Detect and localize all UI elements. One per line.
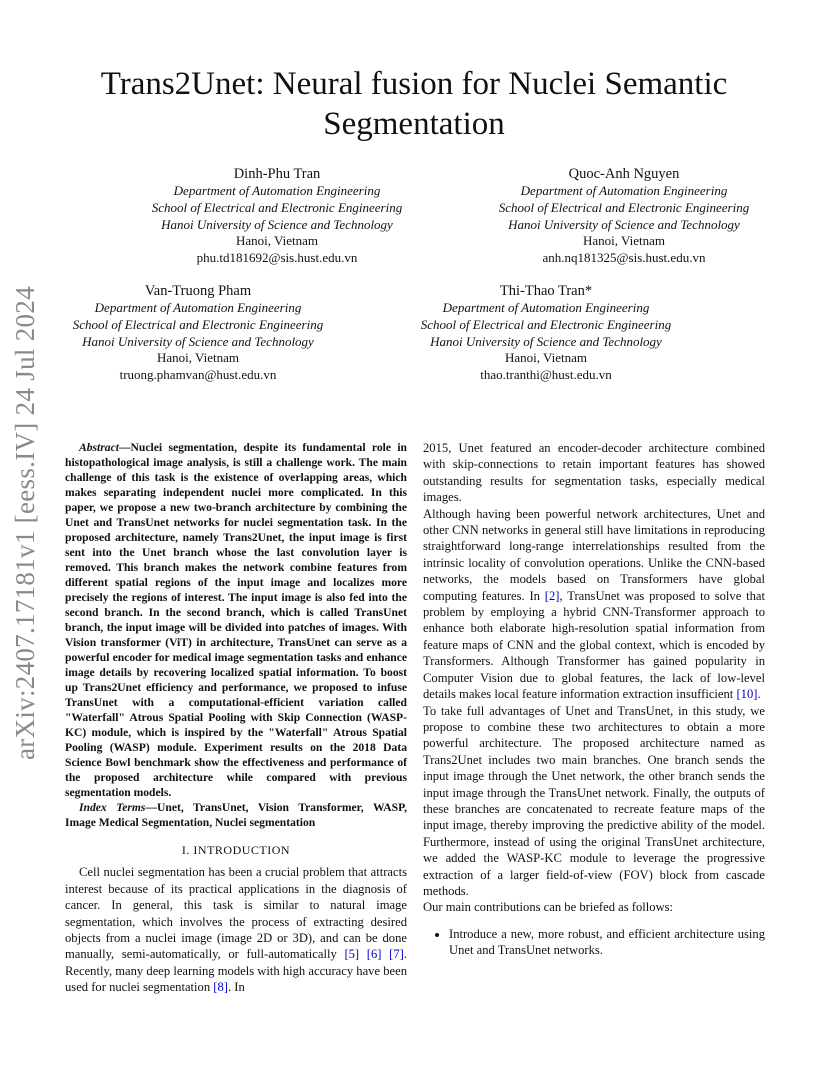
author-name: Quoc-Anh Nguyen	[568, 166, 680, 182]
author-name: Van-Truong Pham	[144, 283, 252, 299]
intro-text: . In	[227, 980, 245, 995]
author-department: Department of Automation Engineering	[442, 300, 650, 315]
author-university: Hanoi University of Science and Technology	[161, 216, 393, 232]
author-university: Hanoi University of Science and Technology	[430, 333, 662, 349]
author-city: Hanoi, Vietnam	[156, 350, 240, 366]
citation-link[interactable]: [7]	[389, 947, 404, 962]
paragraph-text: Although having been powerful network architectures, Unet and other CNN networks in general still have limitations in reproducing straightforward long-range interrelationships resulted from the intrinsic locality of convolution operations. Unlike the CNN-based networks, the models based on Transformers have global computing features. In	[423, 506, 765, 603]
author-university: Hanoi University of Science and Technology	[82, 333, 314, 349]
list-item: • Introduce a new, more robust, and efficient architecture using Unet and TransUnet networks.	[449, 926, 765, 959]
citation-link[interactable]: [2]	[544, 588, 560, 603]
abstract	[65, 440, 407, 800]
author-city: Hanoi, Vietnam	[504, 350, 588, 366]
paragraph	[423, 506, 765, 703]
abstract-text: —Nuclei segmentation, despite its fundamental role in histopathological image analysis, is still a challenge work. The main challenge of this task is the existence of overlapping areas, which makes separating independent nuclei more complicated. In this paper, we propose a new two-branch architecture by combining the Unet and TransUnet networks for nuclei segmentation task. In the proposed architecture, namely Trans2Unet, the input image is first sent into the Unet branch whose the last convolution layer is removed. This branch makes the network combine features from different spatial regions of the input image and localizes more precisely the regions of interest. The input image is also fed into the second branch. In the second branch, which is called TransUnet branch, the input image will be divided into patches of images. With Vision transformer (ViT) in architecture, TransUnet can serve as a powerful encoder for medical image segmentation tasks and enhance image details by recovering localized spatial information. To boost up Trans2Unet efficiency and performance, we proposed to infuse TransUnet with a computational-efficient variation called "Waterfall" Atrous Spatial Pooling with Skip Connection (WASP-KC) module, which is inspired by the "Waterfall" Atrous Spatial Pooling (WASP) module. Experiment results on the 2018 Data Science Bowl benchmark show the effectiveness and performance of the proposed architecture while compared with previous segmentation models.	[65, 441, 407, 799]
intro-text: . Recently, many deep learning models with high accuracy have been used for nuclei segmentation	[65, 947, 407, 995]
intro-paragraph	[65, 864, 407, 995]
author-block	[48, 282, 348, 384]
paragraph-text: .	[757, 687, 761, 702]
author-school: School of Electrical and Electronic Engineering	[151, 199, 403, 215]
author-university: Hanoi University of Science and Technology	[508, 216, 740, 232]
left-column	[65, 440, 407, 996]
citation-link[interactable]: [8]	[213, 980, 228, 995]
citation-link[interactable]: [10]	[736, 687, 758, 702]
author-city: Hanoi, Vietnam	[235, 233, 319, 249]
paragraph: 2015, Unet featured an encoder-decoder architecture combined with skip-connections to retain important features has showed outstanding results for segmentation tasks, especially medical images.	[423, 441, 765, 505]
paragraph-text: , TransUnet was proposed to solve that problem by employing a hybrid CNN-Transformer approach to enhance both elaborate high-resolution spatial information from feature maps of CNN and the global context, which is encoded by Transformers. Although Transformer has gained popularity in Computer Vision due to global features, the lack of low-level details makes local feature information extraction insufficient	[423, 588, 765, 702]
right-column	[423, 440, 765, 959]
author-school: School of Electrical and Electronic Engineering	[498, 199, 750, 215]
author-email: truong.phamvan@hust.edu.vn	[119, 367, 277, 383]
author-school: School of Electrical and Electronic Engineering	[72, 316, 324, 332]
author-department: Department of Automation Engineering	[173, 183, 381, 198]
author-email: anh.nq181325@sis.hust.edu.vn	[542, 250, 706, 266]
paper-title: Trans2Unet: Neural fusion for Nuclei Semantic Segmentation	[100, 66, 728, 142]
index-terms-lead: Index Terms	[79, 801, 146, 814]
abstract-lead: Abstract	[79, 441, 119, 454]
author-city: Hanoi, Vietnam	[582, 233, 666, 249]
author-email: phu.td181692@sis.hust.edu.vn	[196, 250, 358, 266]
index-terms-text: —Unet, TransUnet, Vision Transformer, WASP, Image Medical Segmentation, Nuclei segmentation	[65, 801, 407, 829]
index-terms	[65, 800, 407, 830]
intro-text: Cell nuclei segmentation has been a crucial problem that attracts interest because of its practical applications in the diagnosis of cancer. In general, this task is similar to natural image segmentation, which involves the process of extracting desired objects from a nuclei image (image 2D or 3D), and can be done manually, semi-automatically, or full-automatically	[65, 865, 407, 962]
author-email: thao.tranthi@hust.edu.vn	[480, 367, 612, 383]
author-department: Department of Automation Engineering	[94, 300, 302, 315]
arxiv-identifier-stamp: arXiv:2407.17181v1 [eess.IV] 24 Jul 2024	[10, 286, 40, 760]
author-name: Dinh-Phu Tran	[233, 166, 321, 182]
author-block	[127, 165, 427, 267]
contribution-list	[423, 926, 765, 959]
section-number: I.	[181, 843, 190, 857]
citation-link[interactable]: [6]	[366, 947, 382, 962]
author-department: Department of Automation Engineering	[520, 183, 728, 198]
author-school: School of Electrical and Electronic Engineering	[420, 316, 672, 332]
section-title: INTRODUCTION	[193, 843, 291, 857]
author-block	[474, 165, 774, 267]
author-block	[396, 282, 696, 384]
section-heading	[65, 842, 407, 858]
author-name: Thi-Thao Tran*	[499, 283, 593, 299]
paragraph: To take full advantages of Unet and TransUnet, in this study, we propose to combine these two architectures to obtain a more powerful architecture. The proposed architecture named as Trans2Unet includes two main branches. One branch sends the input image through the Unet network, the other branch sends the input image through the TransUnet network. Finally, the outputs of these branches are concatenated to recreate feature maps of the input image, thereby improving the predictive ability of the model. Furthermore, instead of using the original TransUnet architecture, we added the WASP-KC module to leverage the progressive extraction of a larger field-of-view (FOV) block from cascade methods.	[423, 703, 765, 898]
paragraph: Our main contributions can be briefed as follows:	[423, 900, 674, 915]
citation-link[interactable]: [5]	[344, 947, 360, 962]
